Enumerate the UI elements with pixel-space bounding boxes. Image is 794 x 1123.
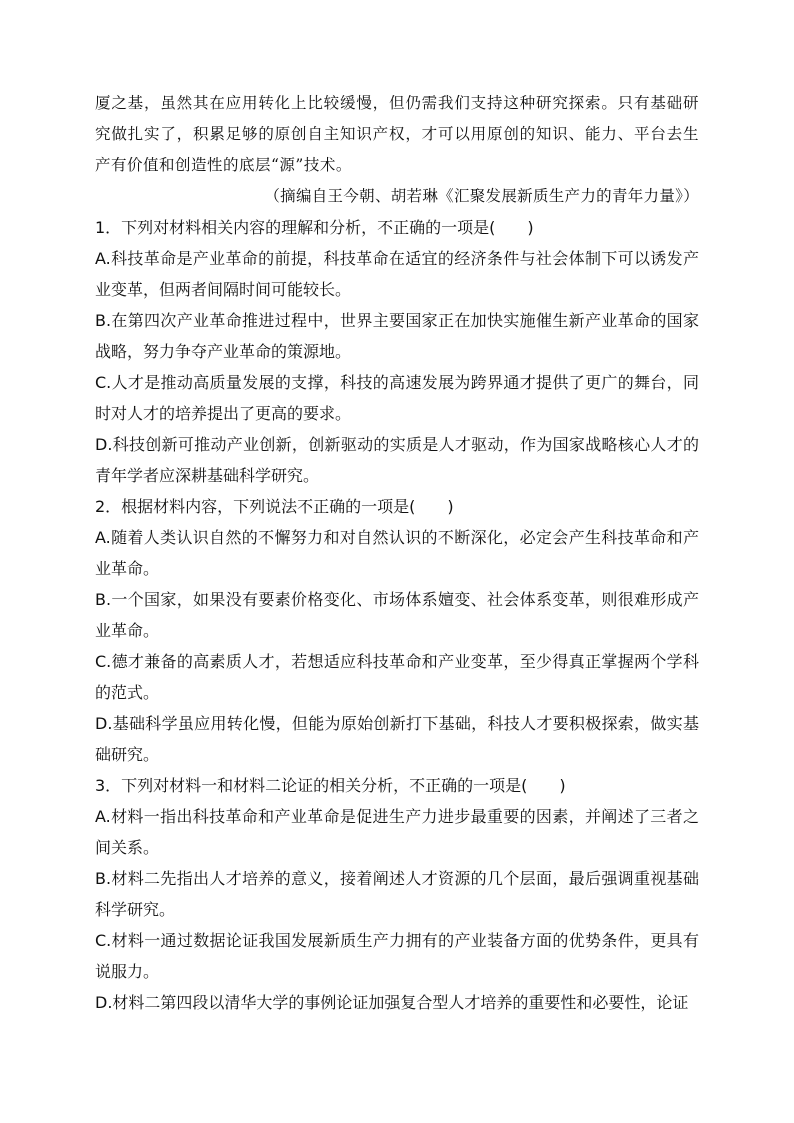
option-c: C.材料一通过数据论证我国发展新质生产力拥有的产业装备方面的优势条件，更具有说服力。 xyxy=(95,931,699,981)
question-2 xyxy=(95,491,699,770)
question-stem: 2．根据材料内容，下列说法不正确的一项是( ) xyxy=(95,497,454,516)
passage-text: 厦之基，虽然其在应用转化上比较缓慢，但仍需我们支持这种研究探索。只有基础研究做扎实了，积累足够的原创自主知识产权，才可以用原创的知识、能力、平台去生产有价值和创造性的底层“源”技术。 xyxy=(95,94,699,174)
option-d: D.科技创新可推动产业创新，创新驱动的实质是人才驱动，作为国家战略核心人才的青年学者应深耕基础科学研究。 xyxy=(95,435,699,485)
passage-source: （摘编自王今朝、胡若琳《汇聚发展新质生产力的青年力量》） xyxy=(264,187,699,205)
document-page xyxy=(95,88,699,1018)
question-1 xyxy=(95,212,699,491)
option-a: A.材料一指出科技革命和产业革命是促进生产力进步最重要的因素，并阐述了三者之间关系。 xyxy=(95,807,699,857)
question-3 xyxy=(95,770,699,1018)
option-c: C.人才是推动高质量发展的支撑，科技的高速发展为跨界通才提供了更广的舞台，同时对人才的培养提出了更高的要求。 xyxy=(95,373,699,423)
question-stem: 3．下列对材料一和材料二论证的相关分析，不正确的一项是( ) xyxy=(95,776,566,795)
option-a: A.随着人类认识自然的不懈努力和对自然认识的不断深化，必定会产生科技革命和产业革命。 xyxy=(95,528,699,578)
option-b: B.在第四次产业革命推进过程中，世界主要国家正在加快实施催生新产业革命的国家战略，努力争夺产业革命的策源地。 xyxy=(95,311,699,361)
option-a: A.科技革命是产业革命的前提，科技革命在适宜的经济条件与社会体制下可以诱发产业变革，但两者间隔时间可能较长。 xyxy=(95,249,699,299)
option-b: B.一个国家，如果没有要素价格变化、市场体系嬗变、社会体系变革，则很难形成产业革命。 xyxy=(95,590,699,640)
option-b: B.材料二先指出人才培养的意义，接着阐述人才资源的几个层面，最后强调重视基础科学研究。 xyxy=(95,869,699,919)
question-stem: 1．下列对材料相关内容的理解和分析，不正确的一项是( ) xyxy=(95,218,534,237)
option-d: D.基础科学虽应用转化慢，但能为原始创新打下基础，科技人才要积极探索，做实基础研究。 xyxy=(95,714,699,764)
option-d: D.材料二第四段以清华大学的事例论证加强复合型人才培养的重要性和必要性，论证 xyxy=(95,993,689,1012)
option-c: C.德才兼备的高素质人才，若想适应科技革命和产业变革，至少得真正掌握两个学科的范式。 xyxy=(95,652,699,702)
